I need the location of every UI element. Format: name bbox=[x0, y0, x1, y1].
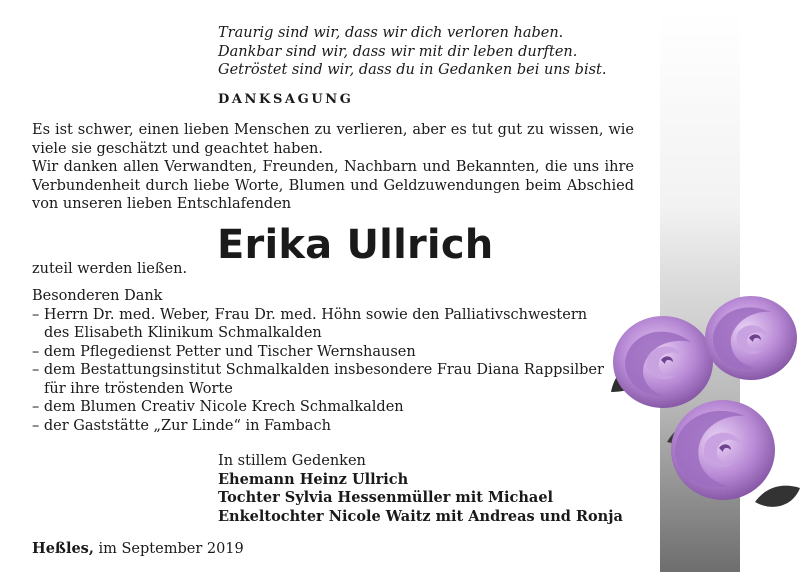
special-thanks-item: – dem Blumen Creativ Nicole Krech Schmalkalden bbox=[32, 399, 404, 415]
place-date bbox=[32, 540, 244, 557]
zuteil-text: zuteil werden ließen. bbox=[32, 261, 188, 277]
special-thanks-item: – dem Bestattungsinstitut Schmalkalden insbesondere Frau Diana Rappsilber bbox=[32, 362, 604, 378]
rose-flower bbox=[671, 400, 775, 500]
rose-flower bbox=[705, 296, 797, 380]
special-thanks-item: – der Gaststätte „Zur Linde“ in Fambach bbox=[32, 417, 331, 434]
memory-intro: In stillem Gedenken bbox=[218, 453, 366, 469]
body-paragraph: Wir danken allen Verwandten, Freunden, Nachbarn und Bekannten, die uns ihre Verbundenheit durch liebe Worte, Blumen und Geldzuwendungen beim Abschied von unseren lieben Entschlafenden bbox=[32, 159, 634, 212]
special-thanks-item: – dem Pflegedienst Petter und Tischer Wernshausen bbox=[32, 343, 416, 360]
in-memory-block bbox=[218, 452, 623, 526]
special-thanks-item: des Elisabeth Klinikum Schmalkalden bbox=[44, 325, 322, 341]
heading-danksagung: DANKSAGUNG bbox=[218, 92, 354, 107]
mourner: Ehemann Heinz Ullrich bbox=[218, 470, 409, 488]
poem bbox=[218, 24, 606, 80]
poem-line: Dankbar sind wir, dass wir mit dir leben durften. bbox=[218, 43, 578, 60]
poem-line: Traurig sind wir, dass wir dich verloren haben. bbox=[218, 25, 564, 41]
special-thanks-item: für ihre tröstenden Worte bbox=[44, 380, 233, 397]
poem-line: Getröstet sind wir, dass du in Gedanken bei uns bist. bbox=[218, 62, 607, 78]
place: Heßles, bbox=[32, 540, 94, 557]
mourner: Tochter Sylvia Hessenmüller mit Michael bbox=[218, 489, 554, 506]
special-thanks-title: Besonderen Dank bbox=[32, 288, 163, 304]
deceased-name: Erika Ullrich bbox=[217, 222, 494, 268]
body-text bbox=[32, 121, 634, 214]
special-thanks bbox=[32, 287, 604, 435]
mourner: Enkeltochter Nicole Waitz mit Andreas und Ronja bbox=[218, 507, 623, 525]
date: im September 2019 bbox=[98, 541, 244, 557]
special-thanks-item: – Herrn Dr. med. Weber, Frau Dr. med. Höhn sowie den Palliativschwestern bbox=[32, 306, 588, 323]
rose-flower bbox=[613, 316, 713, 408]
leaf-shape bbox=[755, 486, 800, 507]
body-paragraph: Es ist schwer, einen lieben Menschen zu verlieren, aber es tut gut zu wissen, wie viele sie geschätzt und geachtet haben. bbox=[32, 122, 634, 157]
roses-illustration bbox=[605, 292, 800, 517]
